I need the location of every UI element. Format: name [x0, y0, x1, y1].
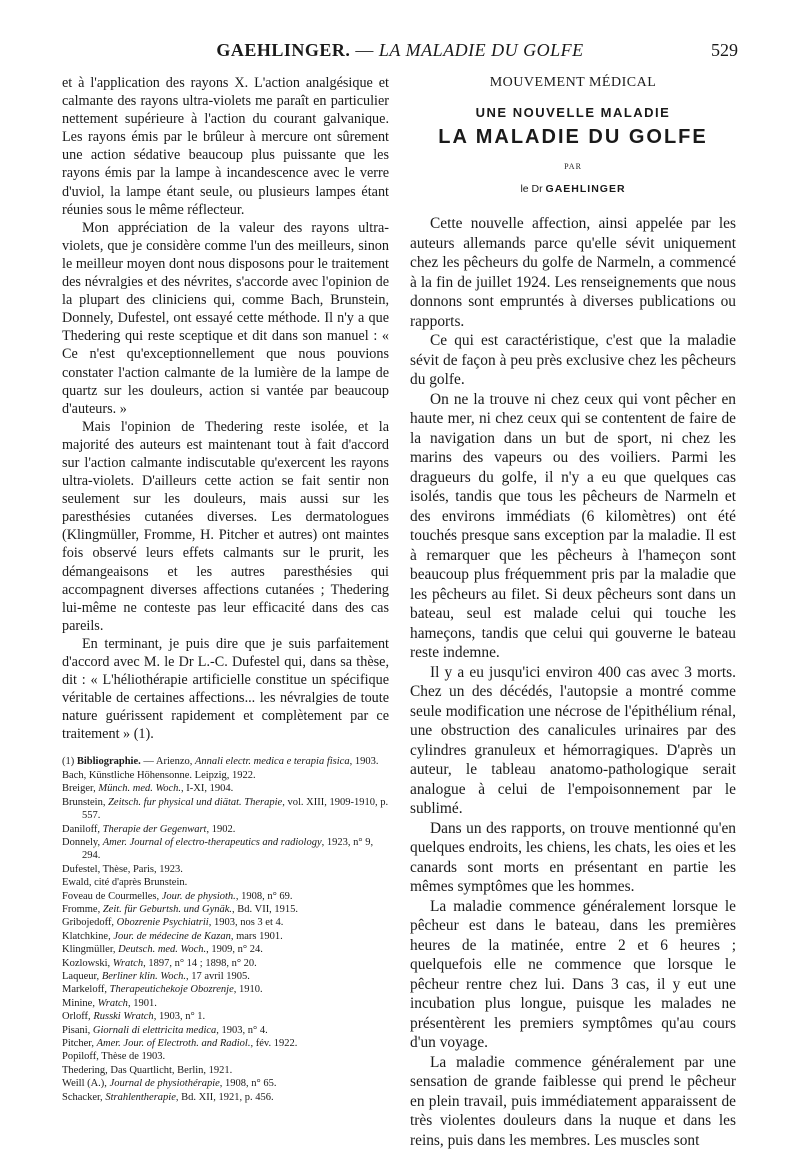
- bibliography-entry: [62, 782, 389, 795]
- bib-journal: Amer. Jour. of Electroth. and Radiol.: [96, 1038, 251, 1049]
- right-paragraph: Il y a eu jusqu'ici environ 400 cas avec 3 morts. Chez un des décédés, l'autopsie a montré comme seule modification une nécrose de l'épithélium rénal, une obstruction des canalicules urinaires par des cylindres granuleux et hémorragiques. D'après un auteur, le tableau anatomo-pathologique serait analogue à celui de l'empoisonnement par le sublimé.: [410, 663, 736, 818]
- bib-author: Foveau de Courmelles,: [62, 890, 162, 902]
- article-subtitle: UNE NOUVELLE MALADIE: [475, 105, 671, 121]
- bib-author: Klingmüller,: [62, 944, 119, 956]
- bib-details: , vol. XIII, 1909-1910, p. 557.: [82, 796, 389, 822]
- left-paragraph: et à l'application des rayons X. L'action analgésique et calmante des rayons ultra-violets me paraît en particulier nettement supérieure à l'action du courant galvanique. Les rayons émis par le brûleur à mercure ont sûrement une action sédative beaucoup plus puissante que les rayons émis par la lampe à incandescence avec le verre d'uviol, la lampe étant seule, ou plusieurs lampes étant réunies sous le même réflecteur.: [62, 75, 389, 218]
- page-number: 529: [711, 40, 738, 60]
- bib-author: Dufestel, Thèse, Paris, 1923.: [62, 863, 183, 875]
- right-column: [410, 74, 736, 1150]
- right-paragraph: Dans un des rapports, on trouve mentionné qu'en quelques endroits, les chiens, les chats, les oies et les canards sont morts en présentant en partie les mêmes symptômes que les hommes.: [410, 819, 736, 896]
- bib-author: Klatchkine,: [62, 930, 114, 942]
- bibliography-heading: [62, 755, 389, 768]
- bibliography-entry: [62, 1037, 389, 1050]
- bib-details: , 1908, n° 69.: [235, 890, 293, 902]
- bib-details: , 1903.: [349, 756, 379, 768]
- bib-author: Ewald, cité d'après Brunstein.: [62, 877, 188, 889]
- right-paragraph: Ce qui est caractéristique, c'est que la maladie sévit de façon à peu près exclusive chez les pêcheurs du golfe.: [410, 332, 736, 389]
- bib-author: Weill (A.),: [62, 1078, 110, 1090]
- bib-journal: Strahlentherapie: [105, 1091, 176, 1103]
- bib-author: Fromme,: [62, 903, 103, 915]
- bib-author: Kozlowski,: [62, 957, 113, 969]
- right-paragraph: La maladie commence généralement par une sensation de grande faiblesse qui prend le pêcheur en plein travail, puis immédiatement apparaissent de très violentes douleurs dans la nuque et dans les reins, puis dans les membres. Les muscles sont: [410, 1053, 736, 1149]
- bib-journal: Amer. Journal of electro-therapeutics and radiology: [102, 836, 322, 848]
- article-par: PAR: [564, 162, 582, 172]
- bib-details: , 17 avril 1905.: [186, 970, 250, 982]
- bib-journal: Deutsch. med. Woch.: [118, 944, 207, 956]
- bibliography-entry: [62, 823, 389, 836]
- bibliography-entry: [62, 863, 389, 876]
- bibliography-entry: [62, 997, 389, 1010]
- bibliography-entry: [62, 769, 389, 782]
- section-heading: MOUVEMENT MÉDICAL: [489, 75, 657, 90]
- bibliography: [62, 755, 389, 1104]
- bib-author: Brunstein,: [62, 796, 109, 808]
- footnote-marker: (1): [62, 756, 75, 768]
- bibliography-entry: [62, 876, 389, 889]
- bibliography-entry: [62, 983, 389, 996]
- bib-author: Daniloff,: [62, 823, 103, 835]
- bib-author: Bach, Künstliche Höhensonne. Leipzig, 1922.: [62, 769, 256, 781]
- bibliography-entry: [62, 916, 389, 929]
- bib-author: Orloff,: [62, 1011, 94, 1023]
- bib-author: Thedering, Das Quartlicht, Berlin, 1921.: [62, 1064, 233, 1076]
- bib-details: , 1903, nos 3 et 4.: [208, 917, 284, 929]
- bib-journal: Wratch: [112, 957, 144, 969]
- bib-journal: Jour. de physioth.: [161, 890, 236, 902]
- bibliography-entry: [62, 970, 389, 983]
- bib-journal: Berliner klin. Woch.: [101, 970, 186, 982]
- right-paragraph: La maladie commence généralement lorsque le pêcheur est dans le bateau, dans les premières heures de la matinée, entre 2 et 6 heures ; quelquefois elle ne commence que lorsque le pêcheur rentre chez lui. Dans 3 cas, il y eut une incubation plus longue, puisque les malades ne présentèrent les premiers symptômes qu'au cours d'un voyage.: [410, 897, 736, 1052]
- bib-author: Markeloff,: [62, 984, 110, 996]
- right-paragraph: On ne la trouve ni chez ceux qui vont pêcher en haute mer, ni chez ceux qui se contentent de faire de la navigation dans un but de sport, ni chez les marins des vapeurs ou des voiliers. Parmi les dragueurs du golfe, il n'y a eu que quelques cas isolés, tandis que tous les pêcheurs de Narmeln et des environs immédiats (6 kilomètres) ont été touchés presque sans exception par la maladie. Il est à remarquer que les pêcheurs à l'hameçon sont beaucoup plus fréquemment pris par la maladie que les pêcheurs au filet. Si deux pêcheurs sont dans un bateau, seul est malade celui qui touche les hameçons, tandis que celui qui gouverne le bateau reste indemne.: [410, 390, 736, 662]
- bib-journal: Jour. de médecine de Kazan: [113, 930, 231, 942]
- running-header: [62, 40, 738, 64]
- bib-author: Minine,: [62, 997, 98, 1009]
- bib-journal: Giornali di elettricita medica: [92, 1024, 217, 1036]
- bib-details: , Bd. XII, 1921, p. 456.: [175, 1091, 274, 1103]
- bibliography-entry: [62, 930, 389, 943]
- bibliography-entry: [62, 1077, 389, 1090]
- bibliography-list: [62, 769, 389, 1104]
- bibliography-title: Bibliographie.: [76, 756, 141, 768]
- bib-details: , 1903, n° 1.: [153, 1011, 206, 1023]
- bib-author: Breiger,: [62, 783, 99, 795]
- bib-details: , 1903, n° 4.: [216, 1024, 268, 1036]
- left-column: [62, 74, 389, 1104]
- bib-details: , 1923, n° 9, 294.: [82, 836, 374, 862]
- header-dash: —: [350, 40, 379, 60]
- bib-author: Gribojedoff,: [62, 917, 117, 929]
- bib-details: , fév. 1922.: [250, 1038, 298, 1049]
- bibliography-entry: [62, 1091, 389, 1104]
- bib-journal: Therapie der Gegenwart: [102, 823, 207, 835]
- left-paragraph: En terminant, je puis dire que je suis parfaitement d'accord avec M. le Dr L.-C. Dufestel qui, dans sa thèse, dit : « L'héliothérapie artificielle constitue un spécifique véritable de certaines affections... les névralgies de toute nature guérissent rapidement et complètement par ce traitement » (1).: [62, 635, 389, 743]
- bib-details: , 1909, n° 24.: [206, 944, 263, 956]
- bib-journal: Zeitsch. fur physical und diätat. Therapie: [108, 796, 283, 808]
- bib-details: , 1897, n° 14 ; 1898, n° 20.: [143, 957, 257, 969]
- bib-details: , 1901.: [127, 997, 157, 1009]
- bib-journal: Zeit. für Geburtsh. und Gynäk.: [102, 903, 233, 915]
- bibliography-entry: [62, 796, 389, 823]
- bibliography-entry: [62, 1064, 389, 1077]
- bib-author: Pisani,: [62, 1024, 93, 1036]
- bib-author: — Arienzo,: [143, 756, 196, 768]
- bib-author: Pitcher,: [62, 1038, 97, 1049]
- bib-details: , mars 1901.: [230, 930, 283, 942]
- bib-details: , I-XI, 1904.: [181, 783, 234, 795]
- byline-prefix: le Dr: [520, 183, 543, 196]
- header-author: GAEHLINGER.: [216, 40, 351, 60]
- bibliography-entry: [62, 957, 389, 970]
- bibliography-entry: [62, 903, 389, 916]
- bib-author: Donnely,: [62, 836, 103, 848]
- bib-journal: Journal de physiothérapie: [109, 1078, 220, 1090]
- bibliography-entry: [62, 1024, 389, 1037]
- bib-details: , 1908, n° 65.: [219, 1078, 277, 1090]
- bib-details: , 1902.: [206, 823, 236, 835]
- bibliography-entry: [62, 836, 389, 863]
- left-paragraph: Mais l'opinion de Thedering reste isolée, et la majorité des auteurs est maintenant tout à fait d'accord sur l'action calmante indiscutable qu'exercent les rayons ultra-violets. D'ailleurs cette action se fait sentir non seulement sur les douleurs, mais aussi sur les paresthésies cutanées diverses. Les dermatologues (Klingmüller, Fromme, H. Pitcher et autres) ont maintes fois observé leurs effets calmants sur le prurit, les démangeaisons et les autres paresthésies qui accompagnent diverses affections cutanées ; Thedering lui-même ne conteste pas leur efficacité dans des cas pareils.: [62, 418, 389, 634]
- bibliography-entry: [62, 1050, 389, 1063]
- bibliography-entry: [62, 943, 389, 956]
- bib-journal: Russki Wratch: [93, 1011, 154, 1023]
- bib-journal: Obozrenie Psychiatrii: [116, 917, 209, 929]
- bib-journal: Münch. med. Woch.: [98, 783, 182, 795]
- article-title: LA MALADIE DU GOLFE: [438, 126, 708, 149]
- bib-author: Popiloff, Thèse de 1903.: [62, 1051, 166, 1063]
- bib-journal: Therapeutichekoje Obozrenje: [109, 984, 234, 996]
- article-byline: [410, 180, 736, 198]
- bib-author: Laqueur,: [62, 970, 102, 982]
- bibliography-entry: [62, 1010, 389, 1023]
- bib-journal: Annali electr. medica e terapia fisica: [195, 756, 350, 768]
- bib-details: , Bd. VII, 1915.: [232, 903, 299, 915]
- bib-author: Schacker,: [62, 1091, 106, 1103]
- bibliography-entry: [62, 890, 389, 903]
- running-title: [62, 40, 738, 61]
- left-paragraph: Mon appréciation de la valeur des rayons ultra-violets, que je considère comme l'un des meilleurs, sinon le meilleur moyen dont nous disposons pour le traitement des névralgies et des névrites, s'accorde avec l'opinion de la plupart des cliniciens qui, comme Bach, Brunstein, Donnely, Dufestel, ont essayé cette méthode. Il n'y a que Thedering qui reste sceptique et dit dans son manuel : « Ce n'est qu'exceptionnellement que nous pouvions constater l'action calmante de la lumière de la lampe de quartz sur les douleurs, action si vantée par beaucoup d'auteurs. »: [62, 219, 389, 417]
- bib-journal: Wratch: [97, 997, 128, 1009]
- right-paragraph: Cette nouvelle affection, ainsi appelée par les auteurs allemands parce qu'elle sévit uniquement chez les pêcheurs du golfe de Narmeln, a commencé à la fin de juillet 1924. Les renseignements que nous donnons sont empruntés à diverses publications ou rapports.: [410, 215, 736, 330]
- byline-name: GAEHLINGER: [545, 183, 626, 196]
- bib-details: , 1910.: [233, 984, 263, 996]
- header-title: LA MALADIE DU GOLFE: [378, 40, 584, 60]
